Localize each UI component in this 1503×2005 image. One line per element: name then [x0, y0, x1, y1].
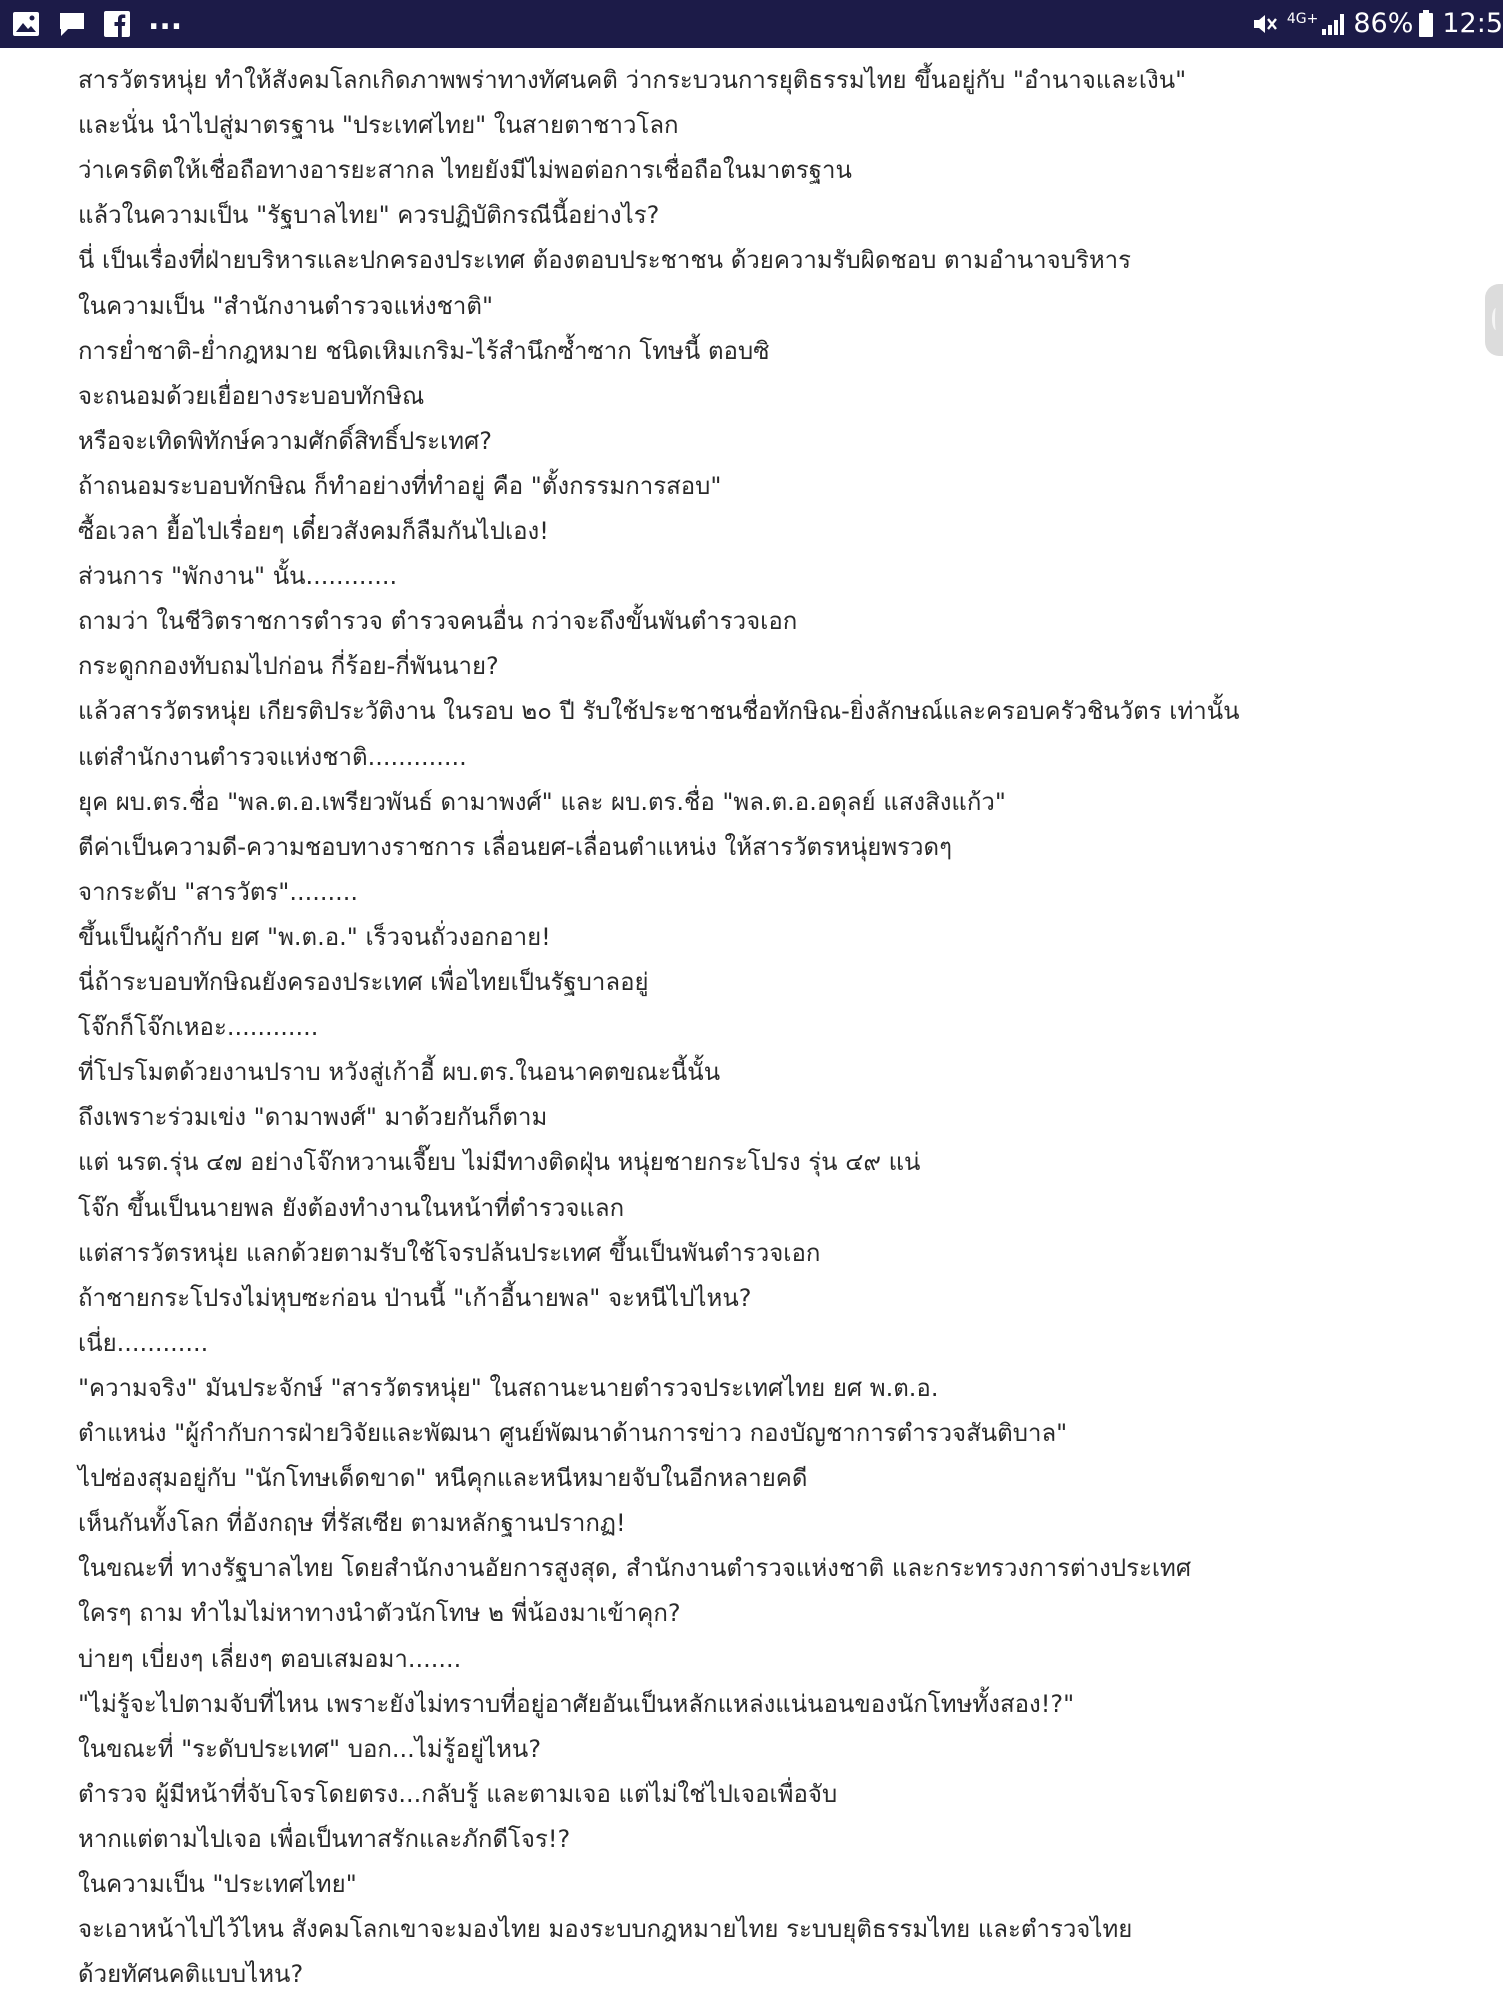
article-line: ในขณะที่ ทางรัฐบาลไทย โดยสำนักงานอัยการสูงสุด, สำนักงานตำรวจแห่งชาติ และกระทรวงการต่างประเทศ	[78, 1554, 1192, 1583]
article-line: นี่ถ้าระบอบทักษิณยังครองประเทศ เพื่อไทยเป็นรัฐบาลอยู่	[78, 968, 649, 996]
article-line: ส่วนการ "พักงาน" นั้น............	[78, 562, 398, 591]
article-line: และนั่น นำไปสู่มาตรฐาน "ประเทศไทย" ในสายตาชาวโลก	[78, 111, 679, 140]
article-line: แล้วสารวัตรหนุ่ย เกียรติประวัติงาน ในรอบ ๒๐ ปี รับใช้ประชาชนชื่อทักษิณ-ยิ่งลักษณ์และครอบครัวชินวัตร เท่านั้น	[78, 697, 1240, 726]
article-line: กระดูกกองทับถมไปก่อน กี่ร้อย-กี่พันนาย?	[78, 652, 499, 681]
article-line: ด้วยทัศนคติแบบไหน?	[78, 1960, 304, 1989]
article-line: แล้วในความเป็น "รัฐบาลไทย" ควรปฏิบัติกรณีนี้อย่างไร?	[78, 201, 660, 230]
article-line: หรือจะเทิดพิทักษ์ความศักดิ์สิทธิ์ประเทศ?	[78, 426, 492, 455]
article-line: ใครๆ ถาม ทำไมไม่หาทางนำตัวนักโทษ ๒ พี่น้องมาเข้าคุก?	[78, 1599, 681, 1628]
article-line: โจ๊ก ขึ้นเป็นนายพล ยังต้องทำงานในหน้าที่ตำรวจแลก	[78, 1193, 625, 1222]
article-line: นี่ เป็นเรื่องที่ฝ่ายบริหารและปกครองประเทศ ต้องตอบประชาชน ด้วยความรับผิดชอบ ตามอำนาจบริหาร	[78, 246, 1132, 275]
facebook-icon	[104, 11, 130, 37]
article-line: ตำแหน่ง "ผู้กำกับการฝ่ายวิจัยและพัฒนา ศูนย์พัฒนาด้านการข่าว กองบัญชาการตำรวจสันติบาล"	[78, 1419, 1068, 1447]
edge-panel-handle[interactable]	[1485, 284, 1503, 356]
notification-icons	[12, 2, 183, 39]
article-line: ถึงเพราะร่วมเข่ง "ดามาพงศ์" มาด้วยกันก็ตาม	[78, 1103, 548, 1132]
article-line: บ่ายๆ เบี่ยงๆ เลี่ยงๆ ตอบเสมอมา.......	[78, 1644, 462, 1673]
article-line: สารวัตรหนุ่ย ทำให้สังคมโลกเกิดภาพพร่าทางทัศนคติ ว่ากระบวนการยุติธรรมไทย ขึ้นอยู่กับ "อำนาจและเงิน"	[78, 66, 1187, 94]
article-line: จะถนอมด้วยเยื่อยางระบอบทักษิณ	[78, 381, 425, 410]
article-line: ขึ้นเป็นผู้กำกับ ยศ "พ.ต.อ." เร็วจนถั่วงอกอาย!	[78, 922, 551, 951]
article-line: ซื้อเวลา ยื้อไปเรื่อยๆ เดี๋ยวสังคมก็ลืมกันไปเอง!	[78, 517, 549, 545]
article-line: โจ๊กก็โจ๊กเหอะ............	[78, 1013, 319, 1042]
article-line: เห็นกันทั้งโลก ที่อังกฤษ ที่รัสเซีย ตามหลักฐานปรากฏ!	[78, 1509, 626, 1538]
article-line: หากแต่ตามไปเจอ เพื่อเป็นทาสรักและภักดีโจร!?	[78, 1824, 571, 1853]
chat-icon	[58, 10, 86, 38]
article-body	[0, 48, 1503, 2005]
article-line: ถ้าถนอมระบอบทักษิณ ก็ทำอย่างที่ทำอยู่ คือ "ตั้งกรรมการสอบ"	[78, 471, 722, 500]
article-line: เนี่ย............	[78, 1328, 209, 1357]
article-line: ว่าเครดิตให้เชื่อถือทางอารยะสากล ไทยยังมีไม่พอต่อการเชื่อถือในมาตรฐาน	[78, 156, 852, 185]
article-line: ตำรวจ ผู้มีหน้าที่จับโจรโดยตรง...กลับรู้ และตามเจอ แต่ไม่ใช่ไปเจอเพื่อจับ	[78, 1779, 838, 1808]
battery-icon	[1418, 10, 1434, 38]
system-status	[1251, 0, 1503, 48]
more-notifications-indicator: ...	[148, 2, 183, 37]
network-type-label: 4G+	[1286, 11, 1319, 27]
article-line: "ไม่รู้จะไปตามจับที่ไหน เพราะยังไม่ทราบที่อยู่อาศัยอันเป็นหลักแหล่งแน่นอนของนักโทษทั้งสอง!?"	[78, 1689, 1075, 1718]
gallery-icon	[12, 11, 40, 37]
article-line: ในขณะที่ "ระดับประเทศ" บอก...ไม่รู้อยู่ไหน?	[78, 1734, 542, 1763]
article-line: การย่ำชาติ-ย่ำกฎหมาย ชนิดเหิมเกริม-ไร้สำนึกซ้ำซาก โทษนี้ ตอบซิ	[78, 336, 770, 365]
status-bar	[0, 0, 1503, 48]
article-line: ไปซ่องสุมอยู่กับ "นักโทษเด็ดขาด" หนีคุกและหนีหมายจับในอีกหลายคดี	[78, 1464, 808, 1493]
mute-icon	[1251, 10, 1279, 38]
battery-percentage: 86%	[1353, 8, 1414, 39]
article-line: ในความเป็น "สำนักงานตำรวจแห่งชาติ"	[78, 291, 494, 320]
article-line: ที่โปรโมตด้วยงานปราบ หวังสู่เก้าอี้ ผบ.ตร.ในอนาคตขณะนี้นั้น	[78, 1058, 721, 1087]
article-line: ตีค่าเป็นความดี-ความชอบทางราชการ เลื่อนยศ-เลื่อนตำแหน่ง ให้สารวัตรหนุ่ยพรวดๆ	[78, 832, 952, 861]
article-line: ยุค ผบ.ตร.ชื่อ "พล.ต.อ.เพรียวพันธ์ ดามาพงศ์" และ ผบ.ตร.ชื่อ "พล.ต.อ.อดุลย์ แสงสิงแก้ว"	[78, 787, 1006, 816]
article-line: แต่ นรต.รุ่น ๔๗ อย่างโจ๊กหวานเจี๊ยบ ไม่มีทางติดฝุ่น หนุ่ยชายกระโปรง รุ่น ๔๙ แน่	[78, 1148, 921, 1177]
article-line: ในความเป็น "ประเทศไทย"	[78, 1870, 357, 1898]
article-line: "ความจริง" มันประจักษ์ "สารวัตรหนุ่ย" ในสถานะนายตำรวจประเทศไทย ยศ พ.ต.อ.	[78, 1373, 939, 1402]
article-line: แต่สำนักงานตำรวจแห่งชาติ.............	[78, 742, 467, 771]
article-line: แต่สารวัตรหนุ่ย แลกด้วยตามรับใช้โจรปล้นประเทศ ขึ้นเป็นพันตำรวจเอก	[78, 1238, 821, 1267]
clock: 12:5	[1442, 8, 1503, 39]
article-line: ถ้าชายกระโปรงไม่หุบซะก่อน ป่านนี้ "เก้าอี้นายพล" จะหนีไปไหน?	[78, 1283, 752, 1312]
article-line: จะเอาหน้าไปไว้ไหน สังคมโลกเขาจะมองไทย มองระบบกฎหมายไทย ระบบยุติธรรมไทย และตำรวจไทย	[78, 1915, 1133, 1944]
signal-icon	[1321, 12, 1345, 36]
article-line: ถามว่า ในชีวิตราชการตำรวจ ตำรวจคนอื่น กว่าจะถึงขั้นพันตำรวจเอก	[78, 607, 798, 636]
article-line: จากระดับ "สารวัตร".........	[78, 877, 359, 906]
